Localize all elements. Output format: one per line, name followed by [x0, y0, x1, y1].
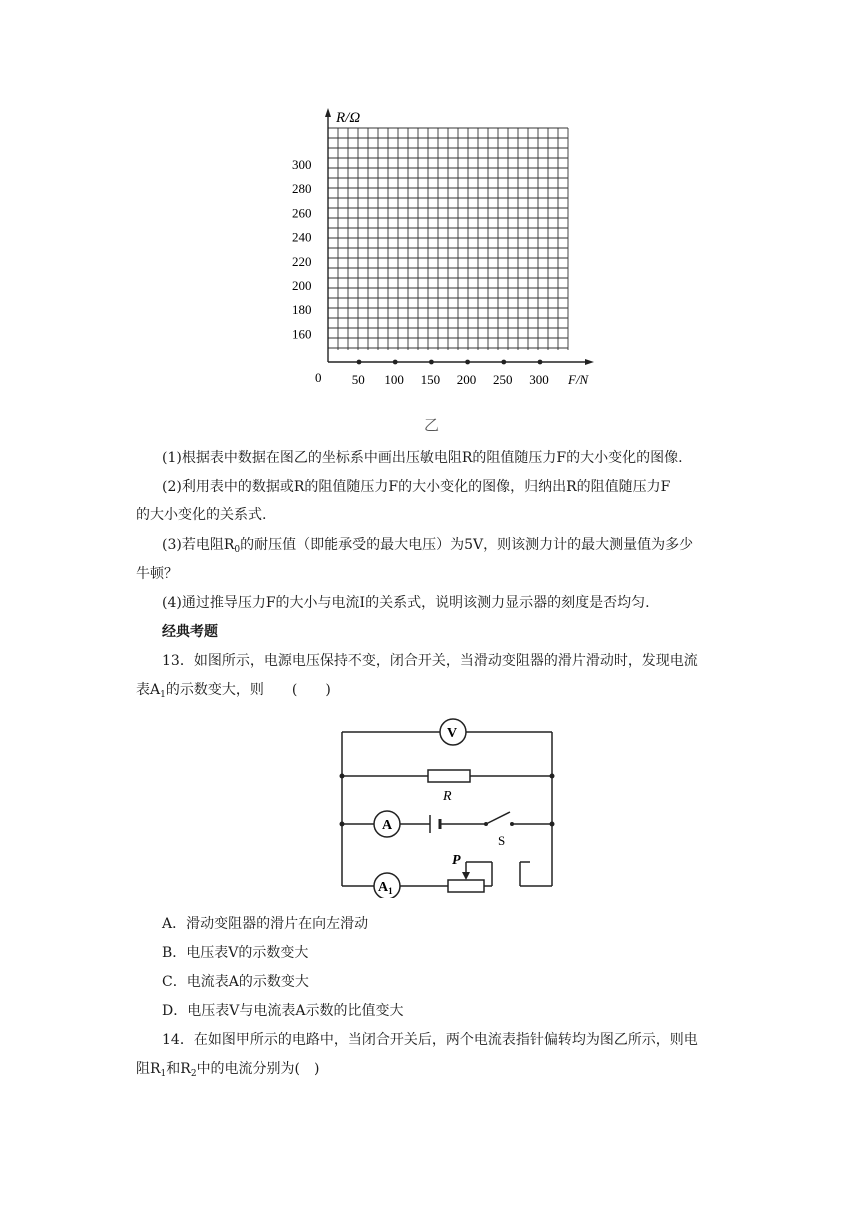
- ammeter-symbol: [374, 811, 400, 837]
- q13-line2-b: 的示数变大，则 ( ): [165, 682, 331, 698]
- q12-part3-text-a: (3)若电阻R: [162, 537, 235, 553]
- ammeter1-symbol: [374, 873, 400, 898]
- q14-line2: [136, 1061, 676, 1082]
- x-tick-dot: [538, 360, 543, 365]
- circuit-diagram: [330, 712, 566, 898]
- x-tick-label: 150: [420, 372, 441, 387]
- origin-label: 0: [315, 370, 322, 385]
- x-tick-dot: [429, 360, 434, 365]
- q13-option-d: D．电压表V与电流表A示数的比值变大: [162, 1003, 404, 1019]
- q12-part2-line2: 的大小变化的关系式.: [136, 507, 267, 523]
- x-tick-label: 300: [529, 372, 549, 387]
- svg-text:P: P: [452, 853, 461, 868]
- q12-part4: (4)通过推导压力F的大小与电流I的关系式，说明该测力显示器的刻度是否均匀.: [162, 595, 650, 611]
- switch-label: S: [498, 833, 506, 848]
- rheostat-symbol: [448, 853, 484, 892]
- q14-sub1: 1: [160, 1069, 167, 1079]
- graph-grid: [328, 128, 568, 350]
- y-tick-label: 180: [292, 302, 312, 318]
- battery-symbol: [430, 815, 440, 833]
- q13-line2-subscript: 1: [160, 690, 166, 700]
- q12-part1: (1)根据表中数据在图乙的坐标系中画出压敏电阻R的阻值随压力F的大小变化的图像.: [162, 450, 683, 466]
- x-tick-dot: [393, 360, 398, 365]
- x-tick-label: 200: [456, 372, 477, 387]
- x-tick-dot: [465, 360, 470, 365]
- y-tick-label: 160: [292, 326, 312, 342]
- section-title: 经典考题: [162, 624, 218, 640]
- circuit-svg: [330, 712, 566, 898]
- svg-text:A1: $A_1$: [378, 880, 393, 896]
- q12-part3-line1: [162, 537, 702, 558]
- x-tick-labels: [352, 360, 549, 387]
- q13-line1: 13．如图所示，电源电压保持不变，闭合开关，当滑动变阻器的滑片滑动时，发现电流: [162, 653, 698, 669]
- resistor-symbol: [428, 770, 470, 804]
- x-axis-label: F/N: [568, 372, 589, 387]
- q13-line2-a: 表A: [136, 682, 161, 698]
- svg-text:V: V: [447, 726, 458, 741]
- q12-part2-line1: (2)利用表中的数据或R的阻值随压力F的大小变化的图像，归纳出R的阻值随压力F: [162, 479, 671, 495]
- q13-option-b: B．电压表V的示数变大: [162, 945, 309, 961]
- y-tick-label: 280: [292, 181, 312, 197]
- q12-part3-subscript: 0: [234, 545, 241, 555]
- svg-text:A: A: [382, 818, 393, 833]
- q12-part3-text-b: 的耐压值（即能承受的最大电压）为5V，则该测力计的最大测量值为多少: [240, 537, 694, 553]
- svg-text:R: R: [443, 789, 452, 804]
- voltmeter-symbol: [440, 719, 466, 745]
- q13-option-a: A．滑动变阻器的滑片在向左滑动: [162, 916, 369, 932]
- q14-line2-a: 阻R: [136, 1061, 161, 1077]
- q13-line2: [136, 682, 676, 703]
- x-tick-label: 100: [384, 372, 404, 387]
- y-axis-label: R/Ω: [336, 110, 361, 126]
- graph-caption: 乙: [424, 416, 440, 434]
- x-tick-dot: [357, 360, 362, 365]
- q14-line2-b: 和R: [166, 1061, 191, 1077]
- x-tick-label: 250: [493, 372, 513, 387]
- graph-svg: [290, 100, 610, 400]
- y-tick-label: 220: [292, 253, 312, 269]
- y-tick-label: 200: [292, 278, 312, 293]
- y-tick-label: 240: [292, 229, 312, 245]
- x-tick-label: 50: [351, 372, 365, 387]
- q14-line2-c: 中的电流分别为( ): [196, 1061, 320, 1077]
- q14-sub2: 2: [190, 1069, 197, 1079]
- q14-line1: 14．在如图甲所示的电路中，当闭合开关后，两个电流表指针偏转均为图乙所示，则电: [162, 1032, 698, 1048]
- q13-option-c: C．电流表A的示数变大: [162, 974, 309, 990]
- y-axis-arrow: [325, 108, 331, 117]
- y-tick-label: 300: [292, 157, 312, 172]
- q12-part3-line2: 牛顿？: [136, 566, 178, 582]
- y-tick-labels: [292, 157, 312, 341]
- y-tick-label: 260: [292, 205, 312, 221]
- x-axis-arrow: [585, 359, 594, 365]
- resistance-force-graph: [290, 100, 610, 400]
- x-tick-dot: [501, 360, 506, 365]
